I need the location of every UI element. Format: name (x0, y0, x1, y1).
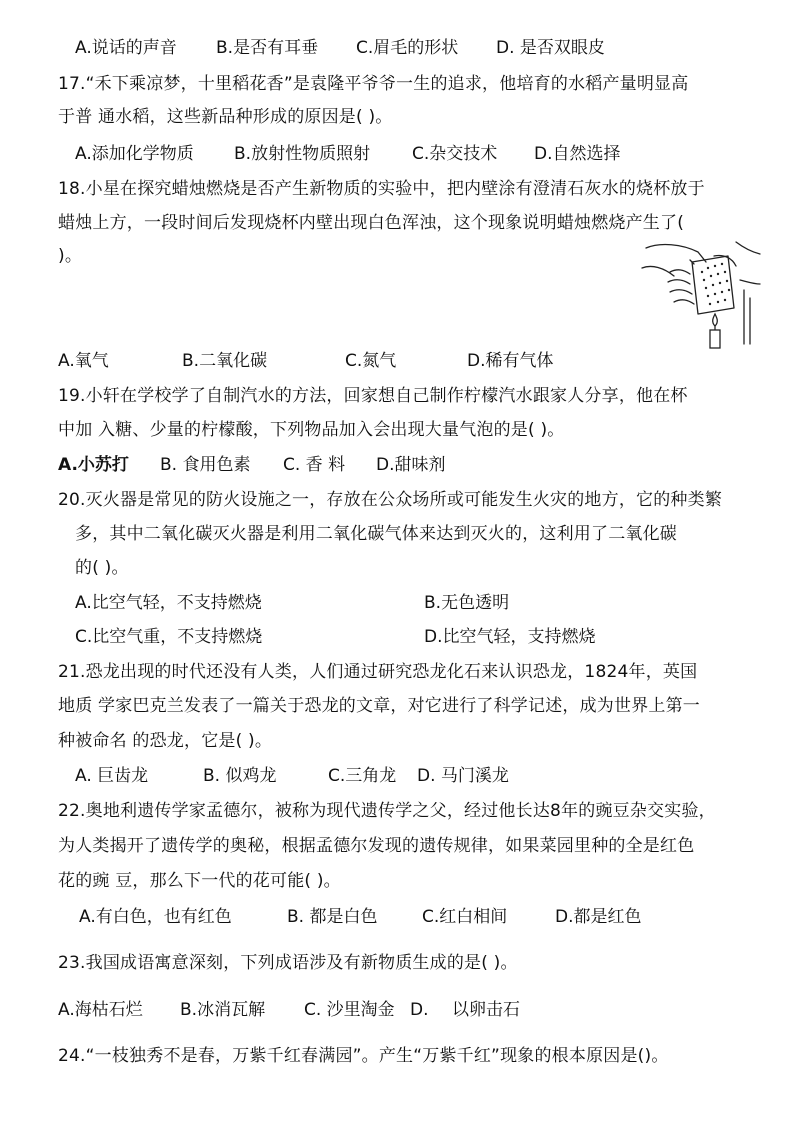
q19-option-c: C. 香 料 (283, 455, 346, 475)
q20-option-d: D.比空气轻，支持燃烧 (424, 627, 596, 647)
q16-option-a: A.说话的声音 (75, 38, 177, 58)
q17-option-d: D.自然选择 (534, 144, 621, 164)
q20-stem-line-2: 多，其中二氧化碳灭火器是利用二氧化碳气体来达到灭火的，这利用了二氧化碳 (75, 524, 677, 544)
q18-stem-line-2: 蜡烛上方，一段时间后发现烧杯内壁出现白色浑浊，这个现象说明蜡烛燃烧产生了( (58, 213, 685, 233)
q20-stem-line-3: 的( )。 (75, 558, 129, 578)
q16-option-c: C.眉毛的形状 (356, 38, 459, 58)
q22-option-d: D.都是红色 (555, 907, 642, 927)
q18-option-d: D.稀有气体 (467, 351, 554, 371)
q23-option-d-label: D. (410, 1000, 429, 1020)
q22-option-a: A.有白色，也有红色 (79, 907, 232, 927)
q23-option-b: B.冰消瓦解 (180, 1000, 266, 1020)
q19-option-d: D.甜味剂 (376, 455, 446, 475)
q23-option-a: A.海枯石烂 (58, 1000, 143, 1020)
beaker-over-candle-illustration (640, 238, 762, 350)
q21-option-b: B. 似鸡龙 (203, 766, 277, 786)
q21-option-c: C.三角龙 (328, 766, 397, 786)
q21-stem-line-3: 种被命名 的恐龙，它是( )。 (58, 731, 273, 751)
q18-stem-line-3: )。 (58, 246, 83, 266)
q17-stem-line-2: 于普 通水稻，这些新品种形成的原因是( )。 (58, 107, 393, 127)
q22-stem-line-1: 22.奥地利遗传学家孟德尔，被称为现代遗传学之父，经过他长达8年的豌豆杂交实验， (58, 801, 716, 821)
q17-option-c: C.杂交技术 (412, 144, 498, 164)
q21-stem-line-2: 地质 学家巴克兰发表了一篇关于恐龙的文章，对它进行了科学记述，成为世界上第一 (58, 696, 701, 716)
q23-option-c: C. 沙里淘金 (304, 1000, 395, 1020)
q20-option-b: B.无色透明 (424, 593, 510, 613)
q24-stem-line-1: 24.“一枝独秀不是春，万紫千红春满园”。产生“万紫千红”现象的根本原因是()。 (58, 1046, 669, 1066)
q17-option-b: B.放射性物质照射 (234, 144, 371, 164)
q19-stem-line-1: 19.小轩在学校学了自制汽水的方法，回家想自己制作柠檬汽水跟家人分享，他在杯 (58, 386, 688, 406)
q23-option-d-text: 以卵击石 (452, 1000, 520, 1020)
q20-stem-line-1: 20.灭火器是常见的防火设施之一，存放在公众场所或可能发生火灾的地方，它的种类繁 (58, 490, 723, 510)
q19-option-b: B. 食用色素 (160, 455, 251, 475)
q22-option-b: B. 都是白色 (287, 907, 378, 927)
q20-option-a: A.比空气轻，不支持燃烧 (75, 593, 262, 613)
q19-stem-line-2: 中加 入糖、少量的柠檬酸，下列物品加入会出现大量气泡的是( )。 (58, 420, 565, 440)
q18-option-c: C.氮气 (345, 351, 397, 371)
q20-option-c: C.比空气重，不支持燃烧 (75, 627, 263, 647)
q23-stem-line-1: 23.我国成语寓意深刻，下列成语涉及有新物质生成的是( )。 (58, 953, 518, 973)
q16-option-b: B.是否有耳垂 (216, 38, 319, 58)
q17-stem-line-1: 17.“禾下乘凉梦，十里稻花香”是袁隆平爷爷一生的追求，他培育的水稻产量明显高 (58, 74, 689, 94)
q18-option-a: A.氧气 (58, 351, 109, 371)
q18-option-b: B.二氧化碳 (182, 351, 268, 371)
q21-stem-line-1: 21.恐龙出现的时代还没有人类，人们通过研究恐龙化石来认识恐龙，1824年，英国 (58, 662, 698, 682)
q18-stem-line-1: 18.小星在探究蜡烛燃烧是否产生新物质的实验中，把内壁涂有澄清石灰水的烧杯放于 (58, 179, 705, 199)
q16-option-d: D. 是否双眼皮 (496, 38, 605, 58)
q21-option-d: D. 马门溪龙 (417, 766, 509, 786)
q17-option-a: A.添加化学物质 (75, 144, 194, 164)
q22-stem-line-3: 花的豌 豆，那么下一代的花可能( )。 (58, 871, 341, 891)
q21-option-a: A. 巨齿龙 (75, 766, 149, 786)
q22-option-c: C.红白相间 (422, 907, 508, 927)
q22-stem-line-2: 为人类揭开了遗传学的奥秘，根据孟德尔发现的遗传规律，如果菜园里种的全是红色 (58, 836, 695, 856)
q19-option-a: A.小苏打 (58, 455, 129, 475)
